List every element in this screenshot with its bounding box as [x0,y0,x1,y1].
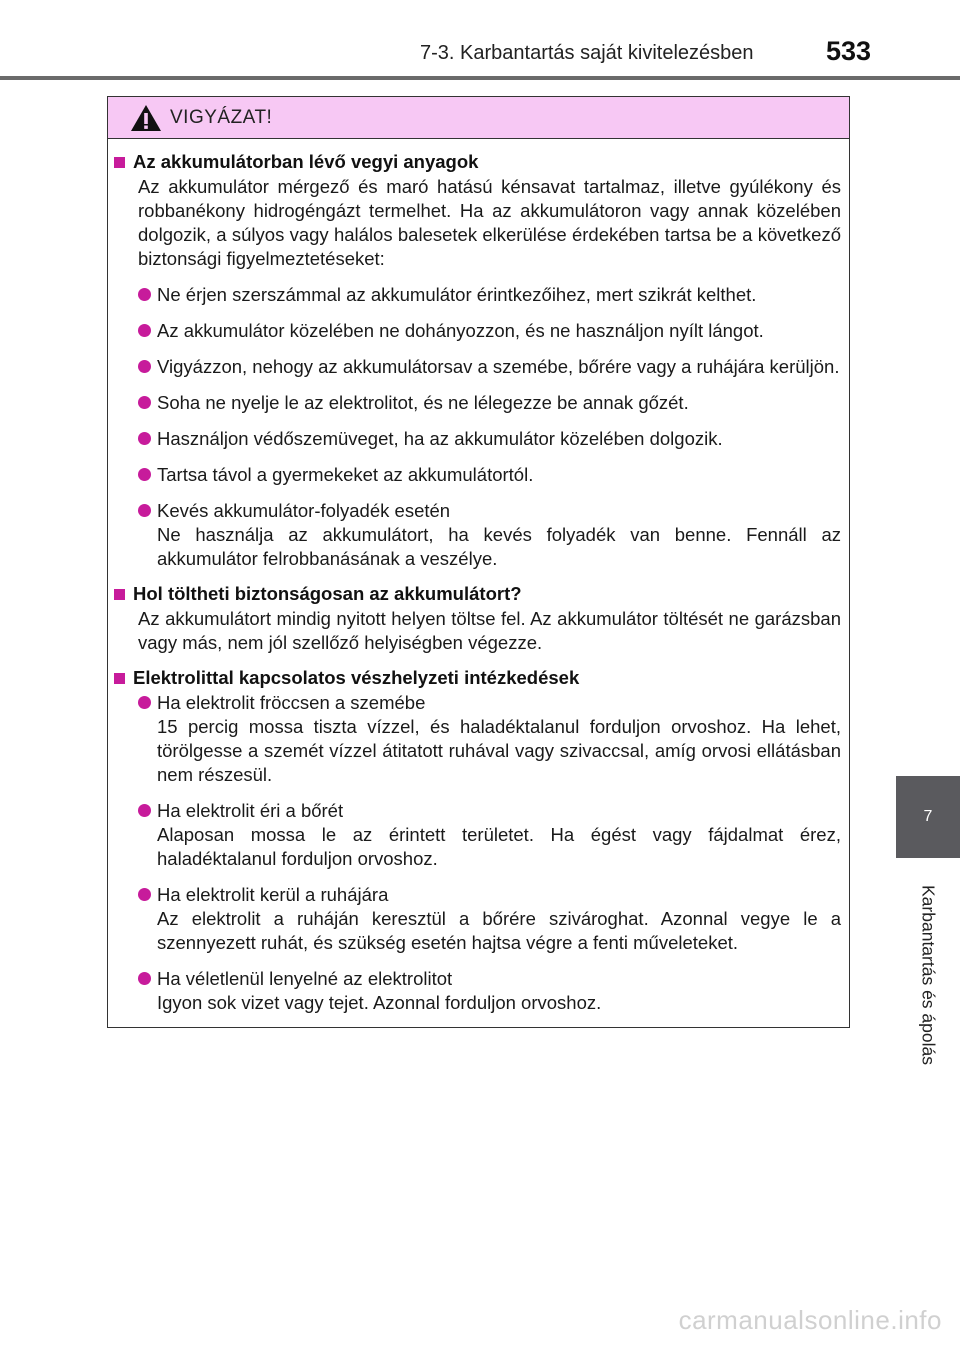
bullet-list [114,691,841,1015]
page-section-title: 7-3. Karbantartás saját kivitelezésben [420,42,754,64]
watermark: carmanualsonline.info [678,1305,942,1335]
list-item [138,691,841,787]
bullet-title: Ne érjen szerszámmal az akkumulátor érintkezőihez, mert szikrát kelthet. [157,284,757,305]
list-item [138,283,841,307]
list-item [138,319,841,343]
square-bullet-icon [114,673,125,684]
caution-title: VIGYÁZAT! [170,106,273,128]
caution-section [114,667,841,1015]
list-item [138,427,841,451]
bullet-title: Az akkumulátor közelében ne dohányozzon, és ne használjon nyílt lángot. [157,320,764,341]
bullet-title: Ha elektrolit kerül a ruhájára [157,884,389,905]
caution-section [114,583,841,655]
square-bullet-icon [114,157,125,168]
list-item [138,967,841,1015]
caution-header [108,97,849,139]
section-heading [114,151,841,173]
section-heading-text: Elektrolittal kapcsolatos vészhelyzeti intézkedések [133,667,580,688]
bullet-title: Ha véletlenül lenyelné az elektrolitot [157,968,453,989]
section-heading [114,583,841,605]
chapter-number: 7 [923,808,933,825]
circle-bullet-icon [138,696,151,709]
circle-bullet-icon [138,396,151,409]
chapter-label: Karbantartás és ápolás [918,885,939,1065]
circle-bullet-icon [138,504,151,517]
bullet-title: Soha ne nyelje le az elektrolitot, és ne lélegezze be annak gőzét. [157,392,689,413]
bullet-text: Alaposan mossa le az érintett területet. Ha égést vagy fájdalmat érez, haladéktalanul forduljon orvoshoz. [157,824,841,869]
bullet-list [114,283,841,571]
page-number: 533 [826,36,872,66]
caution-section [114,151,841,571]
list-item [138,391,841,415]
circle-bullet-icon [138,288,151,301]
circle-bullet-icon [138,804,151,817]
section-heading-text: Az akkumulátorban lévő vegyi anyagok [133,151,479,172]
section-paragraph: Az akkumulátort mindig nyitott helyen töltse fel. Az akkumulátor töltését ne garázsban vagy más, nem jól szellőző helyiségben végezze. [138,608,841,653]
bullet-text: Igyon sok vizet vagy tejet. Azonnal forduljon orvoshoz. [157,992,602,1013]
section-paragraph: Az akkumulátor mérgező és maró hatású kénsavat tartalmaz, illetve gyúlékony és robbanékony hidrogéngázt termelhet. Ha az akkumulátoron vagy annak közelében dolgozik, a súlyos vagy halálos balesetek elkerülése érdekében tartsa be a következő biztonsági figyelmeztetéseket: [138,176,841,269]
warning-triangle-icon [130,104,162,132]
bullet-title: Ha elektrolit éri a bőrét [157,800,344,821]
list-item [138,463,841,487]
list-item [138,799,841,871]
circle-bullet-icon [138,972,151,985]
circle-bullet-icon [138,324,151,337]
chapter-tab[interactable] [896,776,960,858]
list-item [138,883,841,955]
list-item [138,499,841,571]
header-divider [0,76,960,80]
circle-bullet-icon [138,360,151,373]
caution-box [107,96,850,1028]
bullet-title: Használjon védőszemüveget, ha az akkumulátor közelében dolgozik. [157,428,723,449]
circle-bullet-icon [138,888,151,901]
bullet-text: Ne használja az akkumulátort, ha kevés folyadék van benne. Fennáll az akkumulátor felrobbanásának a veszélye. [157,524,841,569]
square-bullet-icon [114,589,125,600]
bullet-text: Az elektrolit a ruháján keresztül a bőrére szivároghat. Azonnal vegye le a szennyezett ruhát, és szükség esetén hajtsa végre a fenti műveleteket. [157,908,841,953]
circle-bullet-icon [138,432,151,445]
list-item [138,355,841,379]
caution-body [108,139,849,1015]
circle-bullet-icon [138,468,151,481]
bullet-text: 15 percig mossa tiszta vízzel, és haladéktalanul forduljon orvoshoz. Ha lehet, törölgesse a szemét vízzel átitatott ruhával vagy szivaccsal, amíg orvosi ellátásban nem részesül. [157,716,841,785]
section-heading [114,667,841,689]
bullet-title: Vigyázzon, nehogy az akkumulátorsav a szemébe, bőrére vagy a ruhájára kerüljön. [157,356,840,377]
section-heading-text: Hol töltheti biztonságosan az akkumulátort? [133,583,522,604]
bullet-title: Ha elektrolit fröccsen a szemébe [157,692,426,713]
bullet-title: Kevés akkumulátor-folyadék esetén [157,500,451,521]
bullet-title: Tartsa távol a gyermekeket az akkumulátortól. [157,464,534,485]
